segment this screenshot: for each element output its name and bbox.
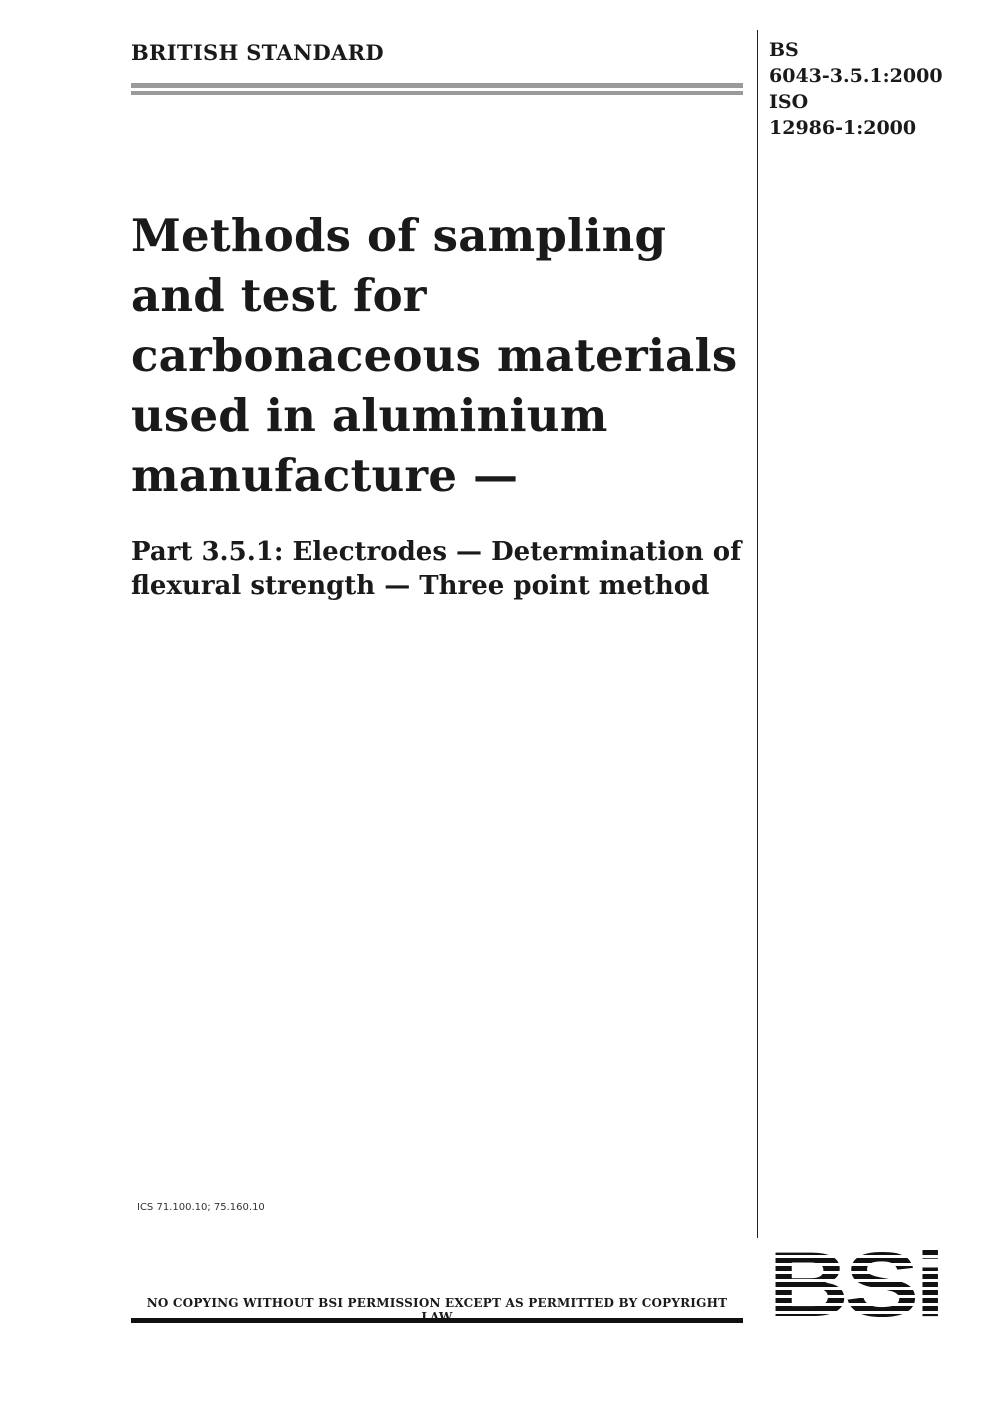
title-line: used in aluminium (131, 389, 608, 442)
subtitle-line: flexural strength — Three point method (131, 571, 710, 601)
svg-text:BSi: BSi (768, 1242, 941, 1322)
standard-reference (769, 37, 943, 141)
title-line: manufacture — (131, 449, 519, 502)
copyright-notice: NO COPYING WITHOUT BSI PERMISSION EXCEPT AS PERMITTED BY COPYRIGHT LAW (146, 1296, 728, 1324)
standard-ref-bs-number: 6043-3.5.1:2000 (769, 65, 943, 87)
bsi-logo-icon (768, 1242, 941, 1322)
header-label: BRITISH STANDARD (131, 40, 384, 65)
document-title (131, 206, 751, 506)
header-rule-second (131, 91, 743, 95)
title-line: carbonaceous materials (131, 329, 738, 382)
document-subtitle (131, 535, 751, 603)
title-line: and test for (131, 269, 427, 322)
title-line: Methods of sampling (131, 209, 667, 262)
header-rule (131, 83, 743, 88)
standard-ref-iso-label: ISO (769, 91, 809, 113)
subtitle-line: Part 3.5.1: Electrodes — Determination of (131, 537, 742, 567)
standard-ref-bs-label: BS (769, 39, 799, 61)
ics-code: ICS 71.100.10; 75.160.10 (137, 1202, 265, 1213)
bottom-rule (131, 1318, 743, 1323)
vertical-divider (757, 30, 758, 1238)
standard-ref-iso-number: 12986-1:2000 (769, 117, 917, 139)
